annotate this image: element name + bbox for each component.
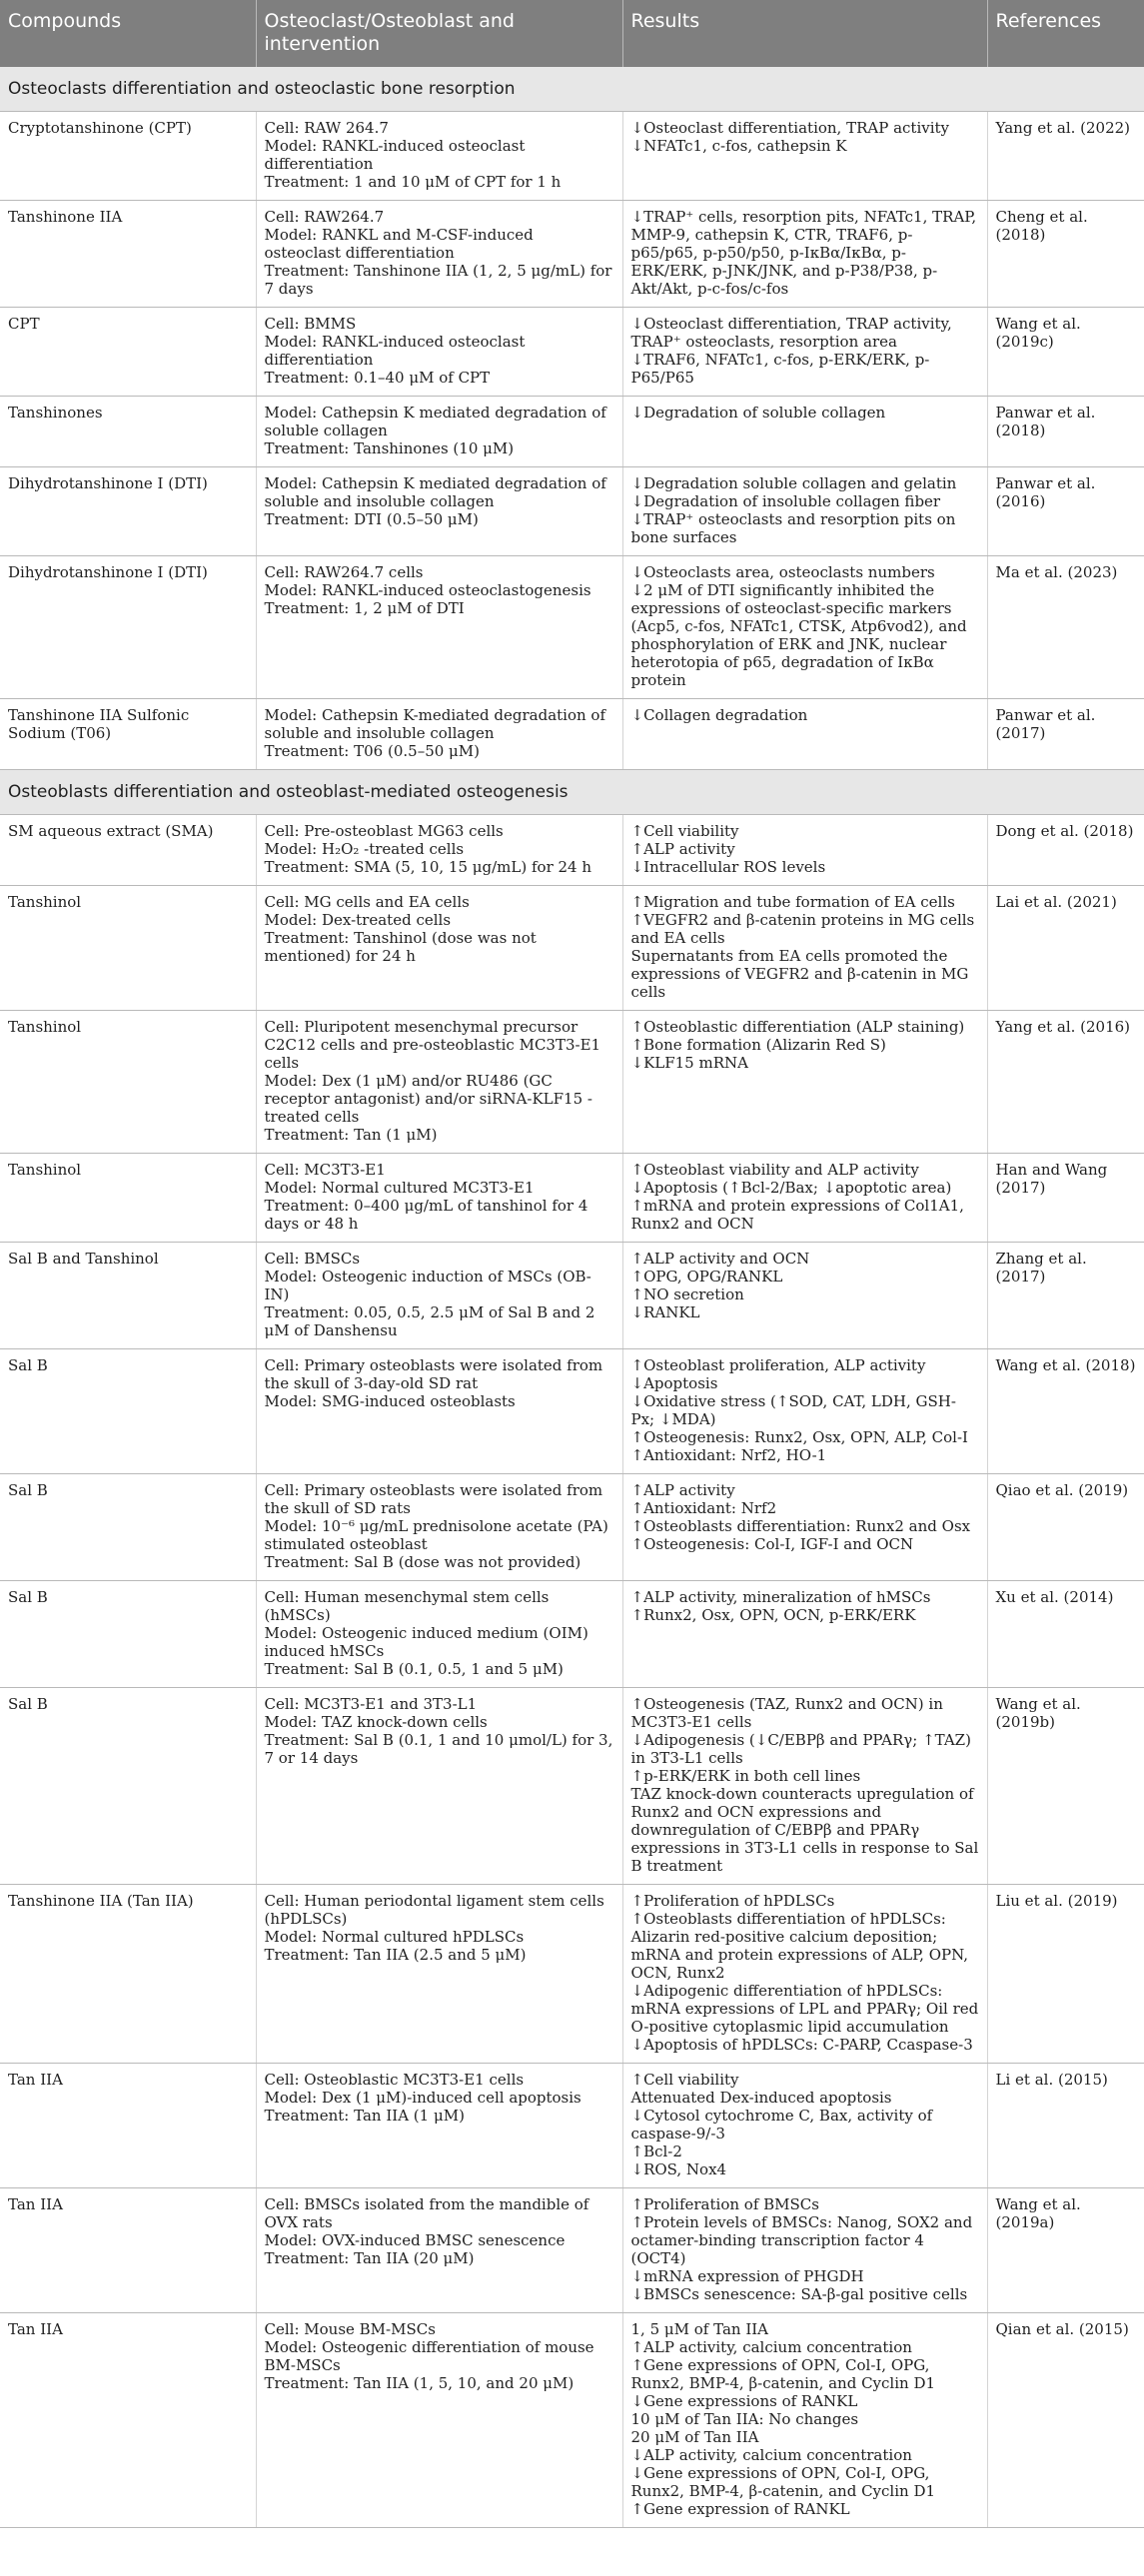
intervention-line: Cell: Primary osteoblasts were isolated from the skull of SD rats [264, 1481, 603, 1517]
compound-cell: Dihydrotanshinone I (DTI) [0, 556, 256, 699]
result-line: ↓Degradation of insoluble collagen fiber [630, 492, 941, 510]
results-cell [622, 1349, 987, 1474]
result-line: 20 μM of Tan IIA [630, 2428, 759, 2446]
result-line: ↑ALP activity, calcium concentration [630, 2338, 912, 2356]
table-row [0, 815, 1144, 886]
intervention-line: Cell: MC3T3-E1 [264, 1161, 386, 1179]
intervention-line: Treatment: Sal B (0.1, 0.5, 1 and 5 μM) [264, 1660, 564, 1678]
intervention-line: Cell: Pre-osteoblast MG63 cells [264, 822, 504, 840]
result-line: ↑ALP activity, mineralization of hMSCs [630, 1588, 931, 1606]
result-line: ↑Gene expressions of OPN, Col-I, OPG, Runx2, BMP-4, β-catenin, and Cyclin D1 [630, 2356, 936, 2392]
intervention-cell [256, 1688, 622, 1885]
intervention-line: Cell: Human periodontal ligament stem cells (hPDLSCs) [264, 1892, 604, 1928]
result-line: ↓Oxidative stress (↑SOD, CAT, LDH, GSH-Px; ↓MDA) [630, 1392, 956, 1428]
intervention-cell [256, 1474, 622, 1581]
result-line: ↓NFATc1, c-fos, cathepsin K [630, 137, 847, 155]
intervention-line: Treatment: Tan IIA (20 μM) [264, 2249, 475, 2267]
intervention-line: Model: 10⁻⁶ μg/mL prednisolone acetate (PA) stimulated osteoblast [264, 1517, 608, 1553]
table-body [0, 67, 1144, 2528]
intervention-line: Model: RANKL and M-CSF-induced osteoclast differentiation [264, 226, 534, 262]
results-cell [622, 815, 987, 886]
result-line: Supernatants from EA cells promoted the expressions of VEGFR2 and β-catenin in MG cells [630, 947, 969, 1001]
table-row [0, 699, 1144, 770]
results-cell [622, 699, 987, 770]
intervention-line: Treatment: Sal B (dose was not provided) [264, 1553, 581, 1571]
reference-cell: Panwar et al. (2017) [987, 699, 1144, 770]
result-line: ↓mRNA expression of PHGDH [630, 2267, 864, 2285]
intervention-cell [256, 112, 622, 201]
reference-cell: Zhang et al. (2017) [987, 1243, 1144, 1349]
intervention-cell [256, 1581, 622, 1688]
reference-cell: Wang et al. (2019c) [987, 308, 1144, 397]
intervention-line: Treatment: T06 (0.5–50 μM) [264, 742, 481, 760]
intervention-line: Model: Cathepsin K mediated degradation of soluble and insoluble collagen [264, 474, 606, 510]
compound-cell: Tanshinone IIA (Tan IIA) [0, 1885, 256, 2064]
intervention-line: Model: Dex (1 μM) and/or RU486 (GC receptor antagonist) and/or siRNA-KLF15 -treated cells [264, 1072, 592, 1126]
compound-cell: Dihydrotanshinone I (DTI) [0, 467, 256, 556]
results-cell [622, 397, 987, 467]
table-row [0, 1243, 1144, 1349]
compound-cell: Tanshinol [0, 1011, 256, 1154]
intervention-line: Treatment: Tanshinones (10 μM) [264, 439, 515, 457]
result-line: ↑VEGFR2 and β-catenin proteins in MG cells and EA cells [630, 911, 975, 947]
intervention-line: Cell: Osteoblastic MC3T3-E1 cells [264, 2071, 525, 2089]
result-line: ↓Intracellular ROS levels [630, 858, 826, 876]
intervention-line: Model: TAZ knock-down cells [264, 1713, 488, 1731]
result-line: ↑Osteoblasts differentiation of hPDLSCs: Alizarin red-positive calcium deposition; mRNA and protein expressions of ALP, OPN, OCN, Runx2 [630, 1910, 969, 1982]
result-line: ↓Osteoclasts area, osteoclasts numbers [630, 563, 935, 581]
result-line: ↑Antioxidant: Nrf2, HO-1 [630, 1446, 827, 1464]
compound-cell: Tanshinones [0, 397, 256, 467]
intervention-line: Model: H₂O₂ -treated cells [264, 840, 465, 858]
intervention-line: Model: Osteogenic induction of MSCs (OB-IN) [264, 1268, 591, 1303]
intervention-line: Model: SMG-induced osteoblasts [264, 1392, 516, 1410]
intervention-cell [256, 1011, 622, 1154]
results-cell [622, 1243, 987, 1349]
results-cell [622, 1474, 987, 1581]
compound-cell: Sal B and Tanshinol [0, 1243, 256, 1349]
reference-cell: Yang et al. (2022) [987, 112, 1144, 201]
intervention-line: Model: Normal cultured MC3T3-E1 [264, 1179, 535, 1197]
intervention-cell [256, 2064, 622, 2188]
intervention-line: Treatment: DTI (0.5–50 μM) [264, 510, 479, 528]
result-line: ↓Adipogenesis (↓C/EBPβ and PPARγ; ↑TAZ) in 3T3-L1 cells [630, 1731, 971, 1767]
results-cell [622, 1011, 987, 1154]
result-line: ↓TRAP⁺ osteoclasts and resorption pits on bone surfaces [630, 510, 956, 546]
result-line: ↓BMSCs senescence: SA-β-gal positive cells [630, 2285, 968, 2303]
compound-cell: Sal B [0, 1581, 256, 1688]
intervention-line: Treatment: 0–400 μg/mL of tanshinol for 4 days or 48 h [264, 1197, 588, 1233]
intervention-line: Cell: MC3T3-E1 and 3T3-L1 [264, 1695, 478, 1713]
table-header [0, 0, 1144, 67]
results-cell [622, 308, 987, 397]
results-cell [622, 2064, 987, 2188]
reference-cell: Yang et al. (2016) [987, 1011, 1144, 1154]
intervention-line: Cell: BMMS [264, 315, 357, 333]
compound-cell: Tanshinol [0, 1154, 256, 1243]
result-line: ↓KLF15 mRNA [630, 1054, 748, 1072]
reference-cell: Cheng et al. (2018) [987, 201, 1144, 308]
intervention-cell [256, 886, 622, 1011]
reference-cell: Wang et al. (2019b) [987, 1688, 1144, 1885]
intervention-line: Treatment: 0.1–40 μM of CPT [264, 369, 491, 387]
result-line: ↓TRAF6, NFATc1, c-fos, p-ERK/ERK, p-P65/P65 [630, 351, 930, 387]
results-cell [622, 556, 987, 699]
intervention-line: Treatment: 0.05, 0.5, 2.5 μM of Sal B and 2 μM of Danshensu [264, 1303, 595, 1339]
intervention-line: Treatment: Tanshinone IIA (1, 2, 5 μg/mL) for 7 days [264, 262, 612, 298]
result-line: ↓Osteoclast differentiation, TRAP activity, TRAP⁺ osteoclasts, resorption area [630, 315, 952, 351]
results-cell [622, 467, 987, 556]
result-line: ↑Bone formation (Alizarin Red S) [630, 1036, 886, 1054]
section-title-osteoclasts: Osteoclasts differentiation and osteoclastic bone resorption [0, 67, 1144, 112]
intervention-cell [256, 1349, 622, 1474]
intervention-line: Cell: Human mesenchymal stem cells (hMSCs) [264, 1588, 550, 1624]
result-line: ↓Apoptosis (↑Bcl-2/Bax; ↓apoptotic area) [630, 1179, 952, 1197]
intervention-line: Cell: BMSCs isolated from the mandible of OVX rats [264, 2195, 589, 2231]
intervention-line: Model: Dex (1 μM)-induced cell apoptosis [264, 2089, 581, 2107]
intervention-line: Model: OVX-induced BMSC senescence [264, 2231, 566, 2249]
compound-cell: Tanshinone IIA Sulfonic Sodium (T06) [0, 699, 256, 770]
reference-cell: Lai et al. (2021) [987, 886, 1144, 1011]
reference-cell: Li et al. (2015) [987, 2064, 1144, 2188]
table-row [0, 201, 1144, 308]
result-line: ↓Osteoclast differentiation, TRAP activity [630, 119, 950, 137]
table-row [0, 1688, 1144, 1885]
result-line: ↑Cell viability [630, 822, 739, 840]
result-line: ↑Gene expression of RANKL [630, 2500, 850, 2518]
result-line: ↓Degradation of soluble collagen [630, 404, 886, 422]
result-line: ↑Osteogenesis (TAZ, Runx2 and OCN) in MC3T3-E1 cells [630, 1695, 943, 1731]
intervention-cell [256, 2313, 622, 2528]
result-line: ↑OPG, OPG/RANKL [630, 1268, 783, 1286]
result-line: ↓Apoptosis [630, 1374, 718, 1392]
header-intervention: Osteoclast/Osteoblast and intervention [256, 0, 622, 67]
result-line: ↑Osteoblast viability and ALP activity [630, 1161, 919, 1179]
intervention-cell [256, 1885, 622, 2064]
table-row [0, 467, 1144, 556]
result-line: ↑Protein levels of BMSCs: Nanog, SOX2 and octamer-binding transcription factor 4 (OCT4) [630, 2213, 973, 2267]
intervention-cell [256, 467, 622, 556]
result-line: ↑Cell viability [630, 2071, 739, 2089]
table-row [0, 397, 1144, 467]
intervention-line: Cell: RAW264.7 [264, 208, 385, 226]
intervention-cell [256, 1154, 622, 1243]
compound-cell: Sal B [0, 1349, 256, 1474]
intervention-line: Cell: RAW264.7 cells [264, 563, 424, 581]
intervention-line: Cell: RAW 264.7 [264, 119, 389, 137]
reference-cell: Qian et al. (2015) [987, 2313, 1144, 2528]
compound-cell: Tanshinone IIA [0, 201, 256, 308]
table-row [0, 1154, 1144, 1243]
result-line: ↓RANKL [630, 1303, 700, 1321]
table-row [0, 1349, 1144, 1474]
compound-cell: Sal B [0, 1474, 256, 1581]
results-cell [622, 1885, 987, 2064]
header-compounds: Compounds [0, 0, 256, 67]
results-cell [622, 1688, 987, 1885]
reference-cell: Panwar et al. (2016) [987, 467, 1144, 556]
results-cell [622, 112, 987, 201]
intervention-line: Cell: Mouse BM-MSCs [264, 2320, 436, 2338]
table-row [0, 2188, 1144, 2313]
reference-cell: Panwar et al. (2018) [987, 397, 1144, 467]
result-line: ↑Migration and tube formation of EA cells [630, 893, 955, 911]
intervention-cell [256, 556, 622, 699]
table-row [0, 1474, 1144, 1581]
intervention-line: Model: Cathepsin K-mediated degradation of soluble and insoluble collagen [264, 706, 606, 742]
reference-cell: Wang et al. (2018) [987, 1349, 1144, 1474]
compound-cell: Tan IIA [0, 2064, 256, 2188]
compound-cell: Cryptotanshinone (CPT) [0, 112, 256, 201]
results-cell [622, 2188, 987, 2313]
result-line: ↑ALP activity [630, 1481, 735, 1499]
reference-cell: Qiao et al. (2019) [987, 1474, 1144, 1581]
intervention-cell [256, 2188, 622, 2313]
table-row [0, 112, 1144, 201]
reference-cell: Liu et al. (2019) [987, 1885, 1144, 2064]
result-line: ↑Osteoblast proliferation, ALP activity [630, 1356, 926, 1374]
reference-cell: Dong et al. (2018) [987, 815, 1144, 886]
result-line: ↑Osteogenesis: Col-I, IGF-I and OCN [630, 1535, 914, 1553]
intervention-line: Model: Dex-treated cells [264, 911, 452, 929]
result-line: ↑ALP activity [630, 840, 735, 858]
result-line: ↓Apoptosis of hPDLSCs: C-PARP, Ccaspase-3 [630, 2036, 973, 2054]
table-row [0, 1011, 1144, 1154]
result-line: 10 μM of Tan IIA: No changes [630, 2410, 859, 2428]
intervention-line: Treatment: Tan IIA (2.5 and 5 μM) [264, 1946, 527, 1964]
result-line: ↑Osteoblastic differentiation (ALP staining) [630, 1018, 965, 1036]
compound-cell: Sal B [0, 1688, 256, 1885]
result-line: ↑ALP activity and OCN [630, 1250, 810, 1268]
intervention-line: Model: Normal cultured hPDLSCs [264, 1928, 525, 1946]
result-line: ↓Collagen degradation [630, 706, 808, 724]
result-line: ↑Runx2, Osx, OPN, OCN, p-ERK/ERK [630, 1606, 916, 1624]
result-line: ↑Antioxidant: Nrf2 [630, 1499, 777, 1517]
intervention-line: Treatment: SMA (5, 10, 15 μg/mL) for 24 h [264, 858, 592, 876]
results-cell [622, 201, 987, 308]
intervention-line: Treatment: Tan IIA (1 μM) [264, 2107, 465, 2125]
result-line: ↓ROS, Nox4 [630, 2160, 727, 2178]
result-line: ↑Proliferation of BMSCs [630, 2195, 819, 2213]
intervention-line: Cell: BMSCs [264, 1250, 361, 1268]
intervention-line: Treatment: Sal B (0.1, 1 and 10 μmol/L) for 3, 7 or 14 days [264, 1731, 613, 1767]
result-line: 1, 5 μM of Tan IIA [630, 2320, 769, 2338]
result-line: TAZ knock-down counteracts upregulation of Runx2 and OCN expressions and downregulation of C/EBPβ and PPARγ expressions in 3T3-L1 cells in response to Sal B treatment [630, 1785, 979, 1875]
section-row [0, 770, 1144, 815]
intervention-line: Model: RANKL-induced osteoclast differentiation [264, 333, 526, 369]
reference-cell: Ma et al. (2023) [987, 556, 1144, 699]
compound-cell: Tan IIA [0, 2313, 256, 2528]
intervention-cell [256, 699, 622, 770]
intervention-line: Model: Osteogenic differentiation of mouse BM-MSCs [264, 2338, 594, 2374]
result-line: ↑Osteogenesis: Runx2, Osx, OPN, ALP, Col-I [630, 1428, 968, 1446]
intervention-line: Model: Cathepsin K mediated degradation of soluble collagen [264, 404, 606, 439]
result-line: ↓Gene expressions of OPN, Col-I, OPG, Runx2, BMP-4, β-catenin, and Cyclin D1 [630, 2464, 936, 2500]
compound-cell: SM aqueous extract (SMA) [0, 815, 256, 886]
result-line: ↓Adipogenic differentiation of hPDLSCs: mRNA expressions of LPL and PPARγ; Oil red O-positive cytoplasmic lipid accumulation [630, 1982, 979, 2036]
results-cell [622, 1154, 987, 1243]
intervention-line: Treatment: 1 and 10 μM of CPT for 1 h [264, 173, 562, 191]
results-cell [622, 886, 987, 1011]
result-line: ↑Bcl-2 [630, 2143, 682, 2160]
table-row [0, 2313, 1144, 2528]
intervention-cell [256, 815, 622, 886]
result-line: ↓Degradation soluble collagen and gelatin [630, 474, 957, 492]
result-line: ↓ALP activity, calcium concentration [630, 2446, 912, 2464]
results-cell [622, 1581, 987, 1688]
intervention-cell [256, 201, 622, 308]
compound-cell: CPT [0, 308, 256, 397]
intervention-line: Cell: MG cells and EA cells [264, 893, 470, 911]
intervention-line: Model: RANKL-induced osteoclastogenesis [264, 581, 591, 599]
results-cell [622, 2313, 987, 2528]
intervention-line: Model: RANKL-induced osteoclast differentiation [264, 137, 526, 173]
result-line: ↑Osteoblasts differentiation: Runx2 and Osx [630, 1517, 971, 1535]
result-line: ↓2 μM of DTI significantly inhibited the expressions of osteoclast-specific markers (Acp5, c-fos, NFATc1, CTSK, Atp6vod2), and phosphorylation of ERK and JNK, nuclear heterotopia of p65, degradation of IκBα protein [630, 581, 967, 689]
result-line: Attenuated Dex-induced apoptosis [630, 2089, 892, 2107]
intervention-cell [256, 1243, 622, 1349]
section-title-osteoblasts: Osteoblasts differentiation and osteoblast-mediated osteogenesis [0, 770, 1144, 815]
compound-cell: Tan IIA [0, 2188, 256, 2313]
intervention-cell [256, 397, 622, 467]
reference-cell: Xu et al. (2014) [987, 1581, 1144, 1688]
intervention-line: Cell: Primary osteoblasts were isolated from the skull of 3-day-old SD rat [264, 1356, 603, 1392]
table-row [0, 308, 1144, 397]
intervention-line: Cell: Pluripotent mesenchymal precursor C2C12 cells and pre-osteoblastic MC3T3-E1 cells [264, 1018, 601, 1072]
intervention-line: Treatment: Tanshinol (dose was not mentioned) for 24 h [264, 929, 537, 965]
table-row [0, 556, 1144, 699]
table-row [0, 886, 1144, 1011]
intervention-line: Model: Osteogenic induced medium (OIM) induced hMSCs [264, 1624, 588, 1660]
intervention-cell [256, 308, 622, 397]
section-row [0, 67, 1144, 112]
intervention-line: Treatment: 1, 2 μM of DTI [264, 599, 465, 617]
result-line: ↓Cytosol cytochrome C, Bax, activity of caspase-9/-3 [630, 2107, 933, 2143]
result-line: ↓Gene expressions of RANKL [630, 2392, 858, 2410]
table-row [0, 1581, 1144, 1688]
header-references: References [987, 0, 1144, 67]
result-line: ↓TRAP⁺ cells, resorption pits, NFATc1, TRAP, MMP-9, cathepsin K, CTR, TRAF6, p-p65/p65, p-p50/p50, p-IκBα/IκBα, p-ERK/ERK, p-JNK/JNK, and p-P38/P38, p-Akt/Akt, p-c-fos/c-fos [630, 208, 977, 298]
header-results: Results [622, 0, 987, 67]
compound-cell: Tanshinol [0, 886, 256, 1011]
intervention-line: Treatment: Tan (1 μM) [264, 1126, 438, 1144]
reference-cell: Wang et al. (2019a) [987, 2188, 1144, 2313]
result-line: ↑Proliferation of hPDLSCs [630, 1892, 835, 1910]
table-row [0, 1885, 1144, 2064]
intervention-line: Treatment: Tan IIA (1, 5, 10, and 20 μM) [264, 2374, 574, 2392]
result-line: ↑p-ERK/ERK in both cell lines [630, 1767, 861, 1785]
result-line: ↑mRNA and protein expressions of Col1A1, Runx2 and OCN [630, 1197, 964, 1233]
table-row [0, 2064, 1144, 2188]
reference-cell: Han and Wang (2017) [987, 1154, 1144, 1243]
result-line: ↑NO secretion [630, 1286, 744, 1303]
